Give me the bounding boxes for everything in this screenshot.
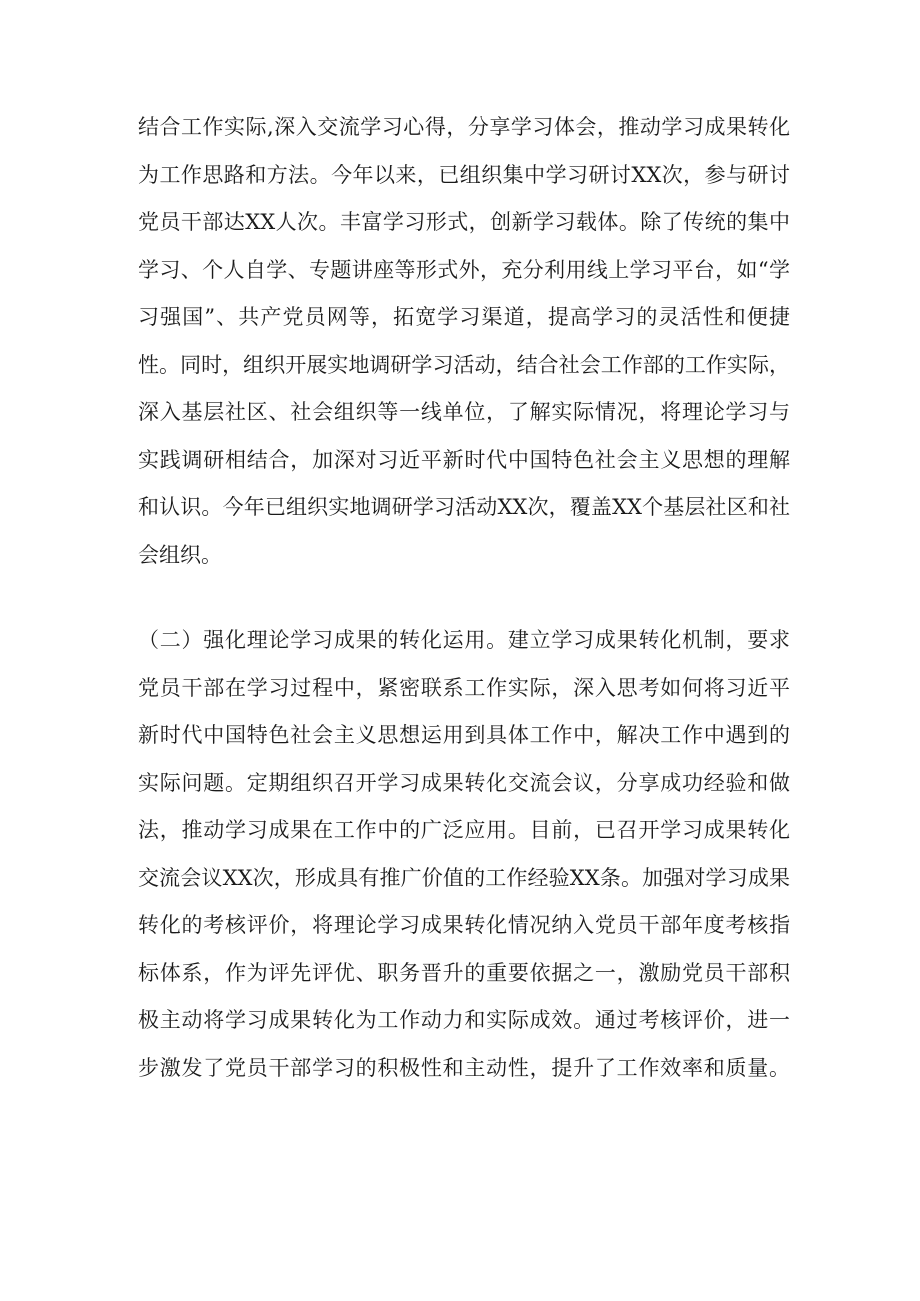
body-paragraph-1 [138, 104, 790, 579]
paragraph-line: 性。同时，组织开展实地调研学习活动，结合社会工作部的工作实际， [138, 352, 790, 377]
body-paragraph-2 [138, 617, 790, 1092]
paragraph-line: 党员干部在学习过程中，紧密联系工作实际，深入思考如何将习近平 [138, 675, 790, 700]
paragraph-line: 学习、个人自学、专题讲座等形式外，充分利用线上学习平台，如“学 [138, 257, 790, 282]
paragraph-line: 实践调研相结合，加深对习近平新时代中国特色社会主义思想的理解 [138, 447, 790, 472]
paragraph-line: 为工作思路和方法。今年以来，已组织集中学习研讨XX次，参与研讨 [138, 162, 790, 187]
paragraph-line: 实际问题。定期组织召开学习成果转化交流会议，分享成功经验和做 [138, 770, 790, 795]
paragraph-line: 结合工作实际,深入交流学习心得，分享学习体会，推动学习成果转化 [138, 115, 790, 139]
paragraph-line: 标体系，作为评先评优、职务晋升的重要依据之一，激励党员干部积 [138, 960, 790, 985]
paragraph-line: 深入基层社区、社会组织等一线单位，了解实际情况，将理论学习与 [138, 400, 790, 424]
paragraph-line: 交流会议XX次，形成具有推广价值的工作经验XX条。加强对学习成果 [138, 865, 790, 890]
paragraph-line: 法，推动学习成果在工作中的广泛应用。目前，已召开学习成果转化 [138, 818, 790, 842]
paragraph-line: 极主动将学习成果转化为工作动力和实际成效。通过考核评价，进一 [138, 1008, 790, 1032]
paragraph-line-last: 步激发了党员干部学习的积极性和主动性，提升了工作效率和质量。 [138, 1055, 790, 1080]
paragraph-line: 转化的考核评价，将理论学习成果转化情况纳入党员干部年度考核指 [138, 913, 790, 937]
paragraph-line-last: 会组织。 [138, 542, 222, 567]
paragraph-line: 和认识。今年已组织实地调研学习活动XX次，覆盖XX个基层社区和社 [138, 495, 790, 519]
paragraph-line: （二）强化理论学习成果的转化运用。建立学习成果转化机制，要求 [138, 628, 790, 652]
paragraph-line: 习强国”、共产党员网等，拓宽学习渠道，提高学习的灵活性和便捷 [138, 305, 790, 329]
paragraph-line: 新时代中国特色社会主义思想运用到具体工作中，解决工作中遇到的 [138, 723, 790, 747]
paragraph-line: 党员干部达XX人次。丰富学习形式，创新学习载体。除了传统的集中 [138, 210, 790, 234]
